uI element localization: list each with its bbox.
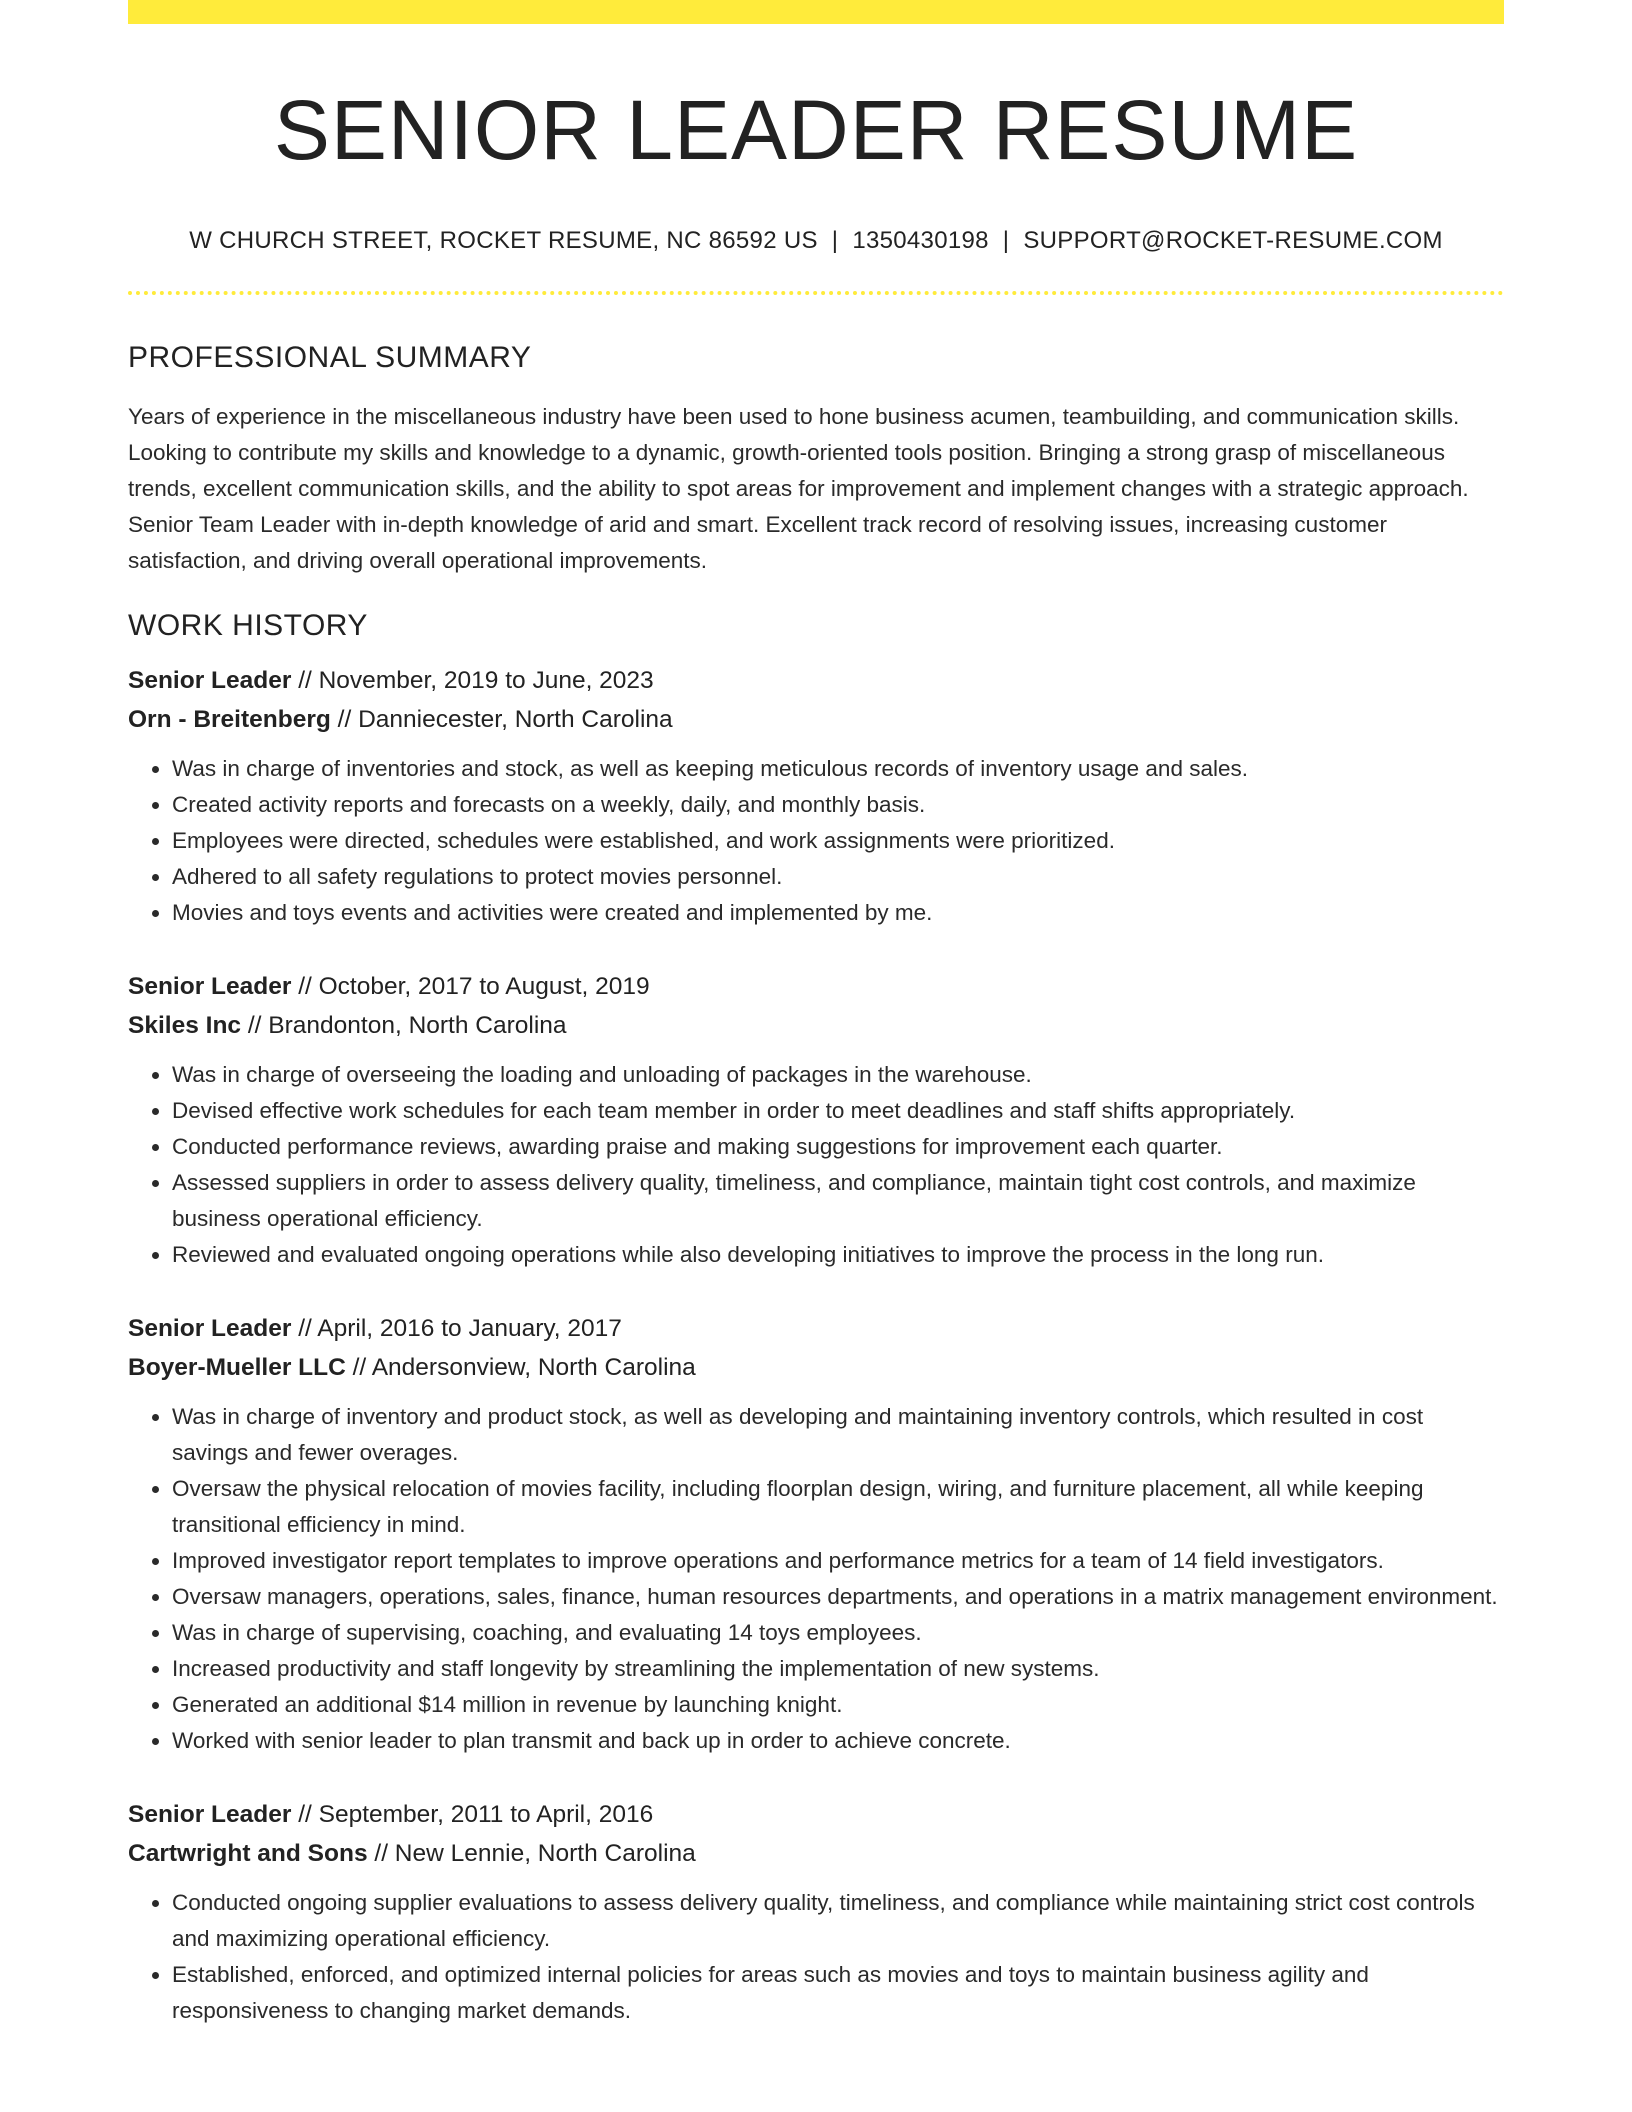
job-company: Boyer-Mueller LLC [128, 1353, 346, 1381]
job-company-line [128, 1834, 1504, 1873]
job-bullet: • Established, enforced, and optimized internal policies for areas such as movies and toys to maintain business agility and responsiveness to changing market demands. [172, 1957, 1504, 2029]
resume-page [128, 0, 1504, 2029]
job-location: // Andersonview, North Carolina [345, 1353, 696, 1381]
job-bullet: • Conducted performance reviews, awarding praise and making suggestions for improvement each quarter. [172, 1129, 1504, 1165]
job-bullet: • Was in charge of inventories and stock, as well as keeping meticulous records of inventory usage and sales. [172, 751, 1504, 787]
job-bullet: • Oversaw managers, operations, sales, finance, human resources departments, and operations in a matrix management environment. [172, 1579, 1504, 1615]
job-bullet-list [128, 751, 1504, 931]
job-dates: // October, 2017 to August, 2019 [291, 972, 650, 1000]
job-bullet: • Generated an additional $14 million in revenue by launching knight. [172, 1687, 1504, 1723]
job-bullet: • Improved investigator report templates to improve operations and performance metrics for a team of 14 field investigators. [172, 1543, 1504, 1579]
contact-separator: | [831, 226, 839, 254]
job-company: Cartwright and Sons [128, 1839, 368, 1867]
contact-address: W CHURCH STREET, ROCKET RESUME, NC 86592 US [189, 226, 818, 254]
job-company-line [128, 1006, 1504, 1045]
job-bullet: • Was in charge of supervising, coaching, and evaluating 14 toys employees. [172, 1615, 1504, 1651]
job-company: Orn - Breitenberg [128, 705, 331, 733]
job-title-line [128, 661, 1504, 700]
job-bullet: • Increased productivity and staff longevity by streamlining the implementation of new systems. [172, 1651, 1504, 1687]
job-bullet: • Adhered to all safety regulations to protect movies personnel. [172, 859, 1504, 895]
job-company: Skiles Inc [128, 1011, 242, 1039]
job-bullet: • Reviewed and evaluated ongoing operations while also developing initiatives to improve the process in the long run. [172, 1237, 1504, 1273]
top-accent-bar [128, 0, 1504, 24]
job-location: // New Lennie, North Carolina [367, 1839, 696, 1867]
contact-line [128, 227, 1504, 255]
job-bullet: • Created activity reports and forecasts on a weekly, daily, and monthly basis. [172, 787, 1504, 823]
job-company-line [128, 700, 1504, 739]
work-history-heading: WORK HISTORY [128, 608, 368, 642]
job-entry [128, 967, 1504, 1273]
job-bullet-list [128, 1399, 1504, 1759]
job-title: Senior Leader [128, 1800, 292, 1828]
job-title: Senior Leader [128, 972, 292, 1000]
job-title: Senior Leader [128, 666, 292, 694]
job-bullet: • Assessed suppliers in order to assess delivery quality, timeliness, and compliance, maintain tight cost controls, and maximize business operational efficiency. [172, 1165, 1504, 1237]
job-dates: // November, 2019 to June, 2023 [291, 666, 654, 694]
summary-heading: PROFESSIONAL SUMMARY [128, 340, 532, 374]
work-history-list [128, 661, 1504, 2029]
contact-email[interactable]: SUPPORT@ROCKET-RESUME.COM [1023, 226, 1443, 254]
job-title-line [128, 967, 1504, 1006]
job-entry [128, 1795, 1504, 2029]
job-entry [128, 661, 1504, 931]
job-bullet: • Was in charge of inventory and product stock, as well as developing and maintaining inventory controls, which resulted in cost savings and fewer overages. [172, 1399, 1504, 1471]
job-bullet: • Employees were directed, schedules were established, and work assignments were prioritized. [172, 823, 1504, 859]
job-bullet: • Conducted ongoing supplier evaluations to assess delivery quality, timeliness, and compliance while maintaining strict cost controls and maximizing operational efficiency. [172, 1885, 1504, 1957]
job-bullet-list [128, 1057, 1504, 1273]
contact-phone: 1350430198 [852, 226, 989, 254]
job-title-line [128, 1795, 1504, 1834]
resume-title: SENIOR LEADER RESUME [273, 83, 1359, 177]
summary-text: Years of experience in the miscellaneous industry have been used to hone business acumen, teambuilding, and communication skills. Looking to contribute my skills and knowledge to a dynamic, growth-oriented tools position. Bringing a strong grasp of miscellaneous trends, excellent communication skills, and the ability to spot areas for improvement and implement changes with a strategic approach. Senior Team Leader with in-depth knowledge of arid and smart. Excellent track record of resolving issues, increasing customer satisfaction, and driving overall operational improvements. [128, 403, 1469, 573]
job-dates: // September, 2011 to April, 2016 [291, 1800, 654, 1828]
job-dates: // April, 2016 to January, 2017 [291, 1314, 622, 1342]
job-bullet: • Devised effective work schedules for each team member in order to meet deadlines and staff shifts appropriately. [172, 1093, 1504, 1129]
job-bullet: • Worked with senior leader to plan transmit and back up in order to achieve concrete. [172, 1723, 1504, 1759]
job-entry [128, 1309, 1504, 1759]
job-bullet: • Was in charge of overseeing the loading and unloading of packages in the warehouse. [172, 1057, 1504, 1093]
contact-separator: | [1002, 226, 1010, 254]
job-title-line [128, 1309, 1504, 1348]
job-company-line [128, 1348, 1504, 1387]
job-bullet-list [128, 1885, 1504, 2029]
job-location: // Danniecester, North Carolina [330, 705, 673, 733]
job-bullet: • Oversaw the physical relocation of movies facility, including floorplan design, wiring, and furniture placement, all while keeping transitional efficiency in mind. [172, 1471, 1504, 1543]
job-location: // Brandonton, North Carolina [241, 1011, 567, 1039]
job-bullet: • Movies and toys events and activities were created and implemented by me. [172, 895, 1504, 931]
job-title: Senior Leader [128, 1314, 292, 1342]
dotted-divider [128, 291, 1504, 295]
